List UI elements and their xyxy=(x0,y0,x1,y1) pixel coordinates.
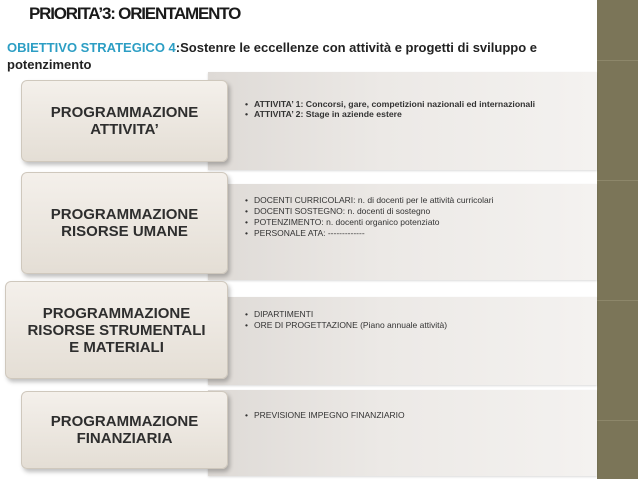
list-item: • DOCENTI CURRICOLARI: n. di docenti per le attività curricolari xyxy=(245,195,585,206)
row-programmazione-risorse-strumentali xyxy=(0,297,597,385)
list-item: • POTENZIMENTO: n. docenti organico potenziato xyxy=(245,217,585,228)
item-list xyxy=(245,410,585,421)
list-item: • ATTIVITA’ 2: Stage in aziende estere xyxy=(245,109,545,119)
row-programmazione-finanziaria xyxy=(0,390,597,476)
list-item: • ATTIVITA’ 1: Concorsi, gare, competizioni nazionali ed internazionali xyxy=(245,99,545,109)
list-item: • ORE DI PROGETTAZIONE (Piano annuale attività) xyxy=(245,320,585,331)
item-list xyxy=(245,195,585,239)
list-item: • PREVISIONE IMPEGNO FINANZIARIO xyxy=(245,410,585,421)
item-list xyxy=(245,309,585,331)
band-stripe xyxy=(597,420,638,421)
row-programmazione-risorse-umane xyxy=(0,184,597,280)
category-block xyxy=(5,281,228,379)
category-label: PROGRAMMAZIONE FINANZIARIA xyxy=(50,413,199,447)
strategic-objective xyxy=(7,39,603,73)
band-stripe xyxy=(597,300,638,301)
list-item: • DOCENTI SOSTEGNO: n. docenti di sostegno xyxy=(245,206,585,217)
category-block xyxy=(21,80,228,162)
band-stripe xyxy=(597,60,638,61)
objective-lead: OBIETTIVO STRATEGICO 4 xyxy=(7,40,176,55)
item-list xyxy=(245,99,545,119)
list-item: • DIPARTIMENTI xyxy=(245,309,585,320)
category-label: PROGRAMMAZIONE RISORSE STRUMENTALI E MATERIALI xyxy=(27,304,206,356)
decorative-side-band xyxy=(597,0,638,479)
category-label: PROGRAMMAZIONE RISORSE UMANE xyxy=(50,206,199,240)
objective-text: :Sostenre le eccellenze con attività e progetti di sviluppo e potenzimento xyxy=(7,40,537,72)
row-panel xyxy=(208,390,597,476)
slide-title: PRIORITA’3: ORIENTAMENTO xyxy=(29,4,241,23)
category-block xyxy=(21,172,228,274)
band-stripe xyxy=(597,180,638,181)
list-item: • PERSONALE ATA: ------------- xyxy=(245,228,585,239)
row-panel xyxy=(208,72,597,170)
category-block xyxy=(21,391,228,469)
row-programmazione-attivita xyxy=(0,72,597,170)
category-label: PROGRAMMAZIONE ATTIVITA’ xyxy=(50,104,199,138)
